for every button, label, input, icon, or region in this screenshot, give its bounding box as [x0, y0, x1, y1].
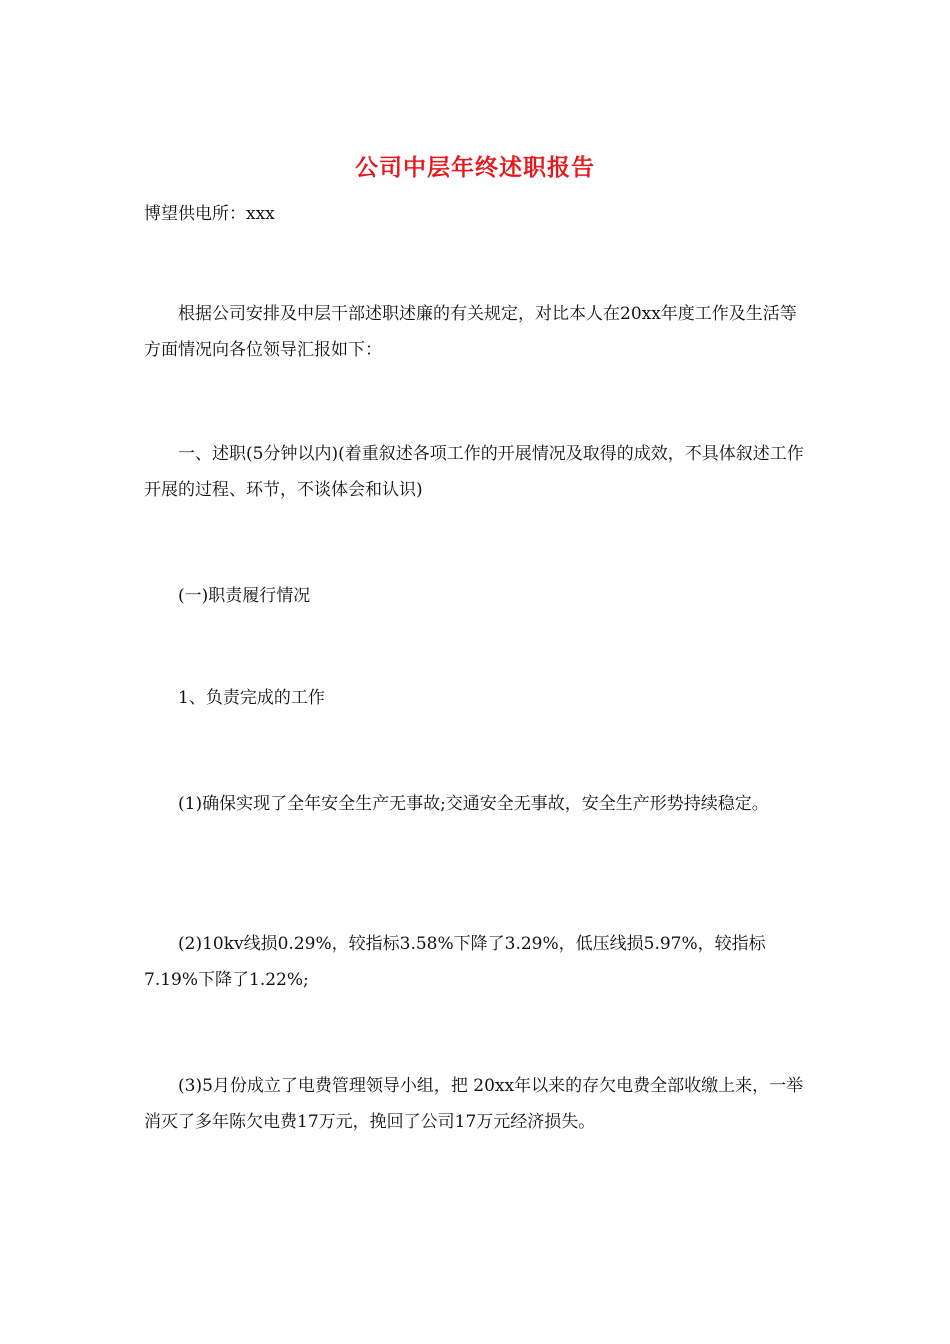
list-item-1: (1)确保实现了全年安全生产无事故;交通安全无事故，安全生产形势持续稳定。	[178, 794, 769, 814]
document-title: 公司中层年终述职报告	[355, 154, 595, 181]
list-item-2: (2)10kv线损0.29%，较指标3.58%下降了3.29%，低压线损5.97%，较指标7.19%下降了1.22%;	[144, 934, 766, 990]
section-heading-1: 一、述职(5分钟以内)(着重叙述各项工作的开展情况及取得的成效，不具体叙述工作开展的过程、环节，不谈体会和认识)	[144, 444, 804, 500]
paragraph-intro: 根据公司安排及中层干部述职述廉的有关规定，对比本人在20xx年度工作及生活等方面情况向各位领导汇报如下：	[144, 304, 797, 360]
list-item-3: (3)5月份成立了电费管理领导小组，把 20xx年以来的存欠电费全部收缴上来，一举消灭了多年陈欠电费17万元，挽回了公司17万元经济损失。	[144, 1076, 804, 1132]
author-line: 博望供电所：xxx	[144, 204, 275, 224]
subsection-heading: (一)职责履行情况	[178, 586, 311, 606]
item-heading: 1、负责完成的工作	[178, 688, 325, 708]
